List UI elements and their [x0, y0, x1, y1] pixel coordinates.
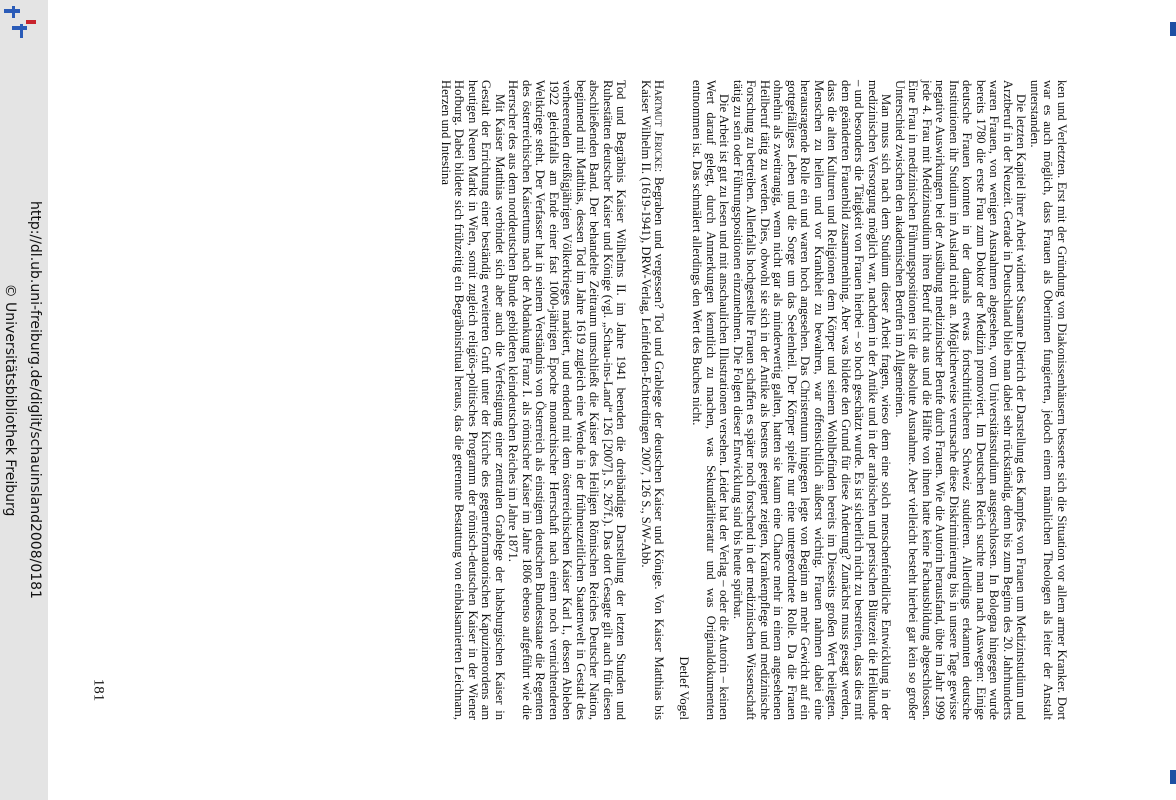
review2-citation-text: : Begraben und vergessen? Tod und Grablege der deutschen Kaiser und Könige. Von Kaiser Matthias bis Kaiser Wilhelm II. (1619-1941), DRW-Verlag, Leinfelden-Echterdingen 2007, 126 S., S/W-Abb.: [639, 80, 667, 721]
review1-paragraph-2: Die letzten Kapitel ihrer Arbeit widmet Susanne Dietrich der Darstellung des Kampfes von Frauen um Medizinstudium und Arztberuf in der Neuzeit. Gerade in Deutschland blieb man dabei sehr rückständig, denn bis zum Beginn des 20. Jahrhunderts waren Frauen, von wenigen Ausnahmen abgesehen, vom Universitätsstudium ausgeschlossen. In Bologna hingegen wurde bereits 1780 die erste Frau zum Doktor der Medizin promoviert. Im Deutschen Reich suchte man nach Auswegen: Einige deutsche Frauen konnten in der damals etwas fortschrittlicheren Schweiz studieren. Allerdings erkannten deutsche Institutionen ihr Studium im Ausland nicht an. Möglicherweise verursache diese Diskriminierung bis in unsere Tage gewisse negative Auswirkungen bei der Ausübung medizinischer Berufe durch Frauen. Wie die Autorin herausfand, übte im Jahr 1999 jede 4. Frau mit Medizinstudium ihren Beruf nicht aus und die Hälfte von ihnen hatte keine Fachausbildung abgeschlossen. Eine Frau in medizinischen Führungspositionen ist die absolute Ausnahme. Aber vielleicht besteht hierbei gar kein so großer Unterschied zwischen den akademischen Berufen im Allgemeinen.: [893, 80, 1029, 720]
library-logo-icon: [0, 0, 48, 48]
review1-paragraph-3: Man muss sich nach dem Studium dieser Arbeit fragen, wieso dem eine solch menschenfeindliche Entwicklung in der medizinischen Versorgung möglich war, nachdem in der Antike und in der arabischen und persischen Blütezeit die Heilkunde – und besonders die Tätigkeit von Frauen hierbei – so hoch geschätzt wurde. Es ist sicherlich nicht zu bestreiten, dass dies mit dem geänderten Frauenbild zusammenhing. Aber was bildete den Grund für diese Änderung? Zunächst muss gesagt werden, dass die alten Kulturen und Religionen dem Körper und seinem Wohlbefinden bereits im Diesseits großen Wert beilegten. Menschen zu heilen und vor Krankheit zu bewahren, war offensichtlich äußerst wichtig. Frauen nahmen dabei eine herausragende Rolle ein und waren hoch angesehen. Das Christentum hingegen legte von Beginn an mehr Gewicht auf ein gottgefälliges Leben und die Sorge um das Seelenheil. Der Körper spielte nur eine untergeordnete Rolle. Da die Frauen ohnehin als zweitrangig, wenn nicht gar als minderwertig galten, hatten sie kaum eine Chance mehr in einem angesehenen Heilberuf tätig zu werden. Dies, obwohl sie sich in der Antike als bestens geeignet zeigten, Krankenpflege und medizinische Forschung zu betreiben. Allenfalls hochgestellte Frauen schaffen es später noch forschend in der medizinischen Wissenschaft tätig zu sein oder Führungspositionen einzunehmen. Die Folgen dieser Entwicklung sind bis heute spürbar.: [731, 80, 894, 720]
review1-paragraph-1: ken und Verletzten. Erst mit der Gründung von Diakonissenhäusern besserte sich die Situation vor allem armer Kranker. Dort war es auch möglich, dass Frauen als Oberinnen fungierten, jedoch einem männlichen Theologen als leiter der Anstalt unterstanden.: [1028, 80, 1069, 720]
review1-signature: Detlef Vogel: [677, 656, 691, 720]
page-number: 181: [90, 678, 107, 702]
source-url[interactable]: http://dl.ub.uni-freiburg.de/diglit/schauinsland2008/0181: [27, 201, 43, 599]
review2-paragraph-1: Tod und Begräbnis Kaiser Wilhelms II. im Jahre 1941 beenden die dreibändige Darstellung der letzten Stunden und Ruhestätten deutscher Kaiser und Könige (vgl. „Schau-ins-Land“ 126 [2007], S. 267f.). Das dort Gesagte gilt auch für diesen abschließenden Band. Der behandelte Zeitraum umschließt die Kaiser des Heiligen Römischen Reiches Deutscher Nation, beginnend mit Matthias, dessen Tod im Jahre 1619 zugleich eine Wende in der frühneuzeitlichen Staatenwelt in Gestalt des verheerenden dreißigjährigen Völkerkrieges markiert, und endend mit dem österreichischen Kaiser Karl I., dessen Ableben 1922 gleichfalls am Ende einer fast 1000-jährigen Epoche monarchischer Herrschaft nach einem noch vernichtenderen Weltkriege steht. Der Verfasser hat in seinem Verständnis von Österreich als einstigem deutschen Bundesstaate die Regenten des österreichischen Kaisertums nach der Abdankung Franz I. als römischer Kaiser im Jahre 1806 ebenso aufgeführt wie die Herrscher des aus dem norddeutschen Bunde gebildeten kleindeutschen Reiches im Jahre 1871.: [506, 80, 629, 720]
page-text: [148, 80, 1068, 720]
edge-marker-bottom: [1170, 770, 1176, 784]
edge-marker-top: [1170, 22, 1176, 36]
viewer-sidebar: [0, 0, 48, 800]
review2-author: Hartmut Jericke: [652, 80, 667, 169]
copyright-notice: © Universitätsbibliothek Freiburg: [2, 283, 18, 517]
review2-paragraph-2: Mit Kaiser Matthias verbindet sich aber auch die Verfestigung einer zentralen Grablege der habsburgischen Kaiser in Gestalt der Errichtung einer beständig erweiterten Gruft unter der Kirche des gegenreformatorischen Kapuzinerordens am heutigen Neuen Markt in Wien, somit zugleich religiös-politisches Programm der römisch-deutschen Kaiser in der Wiener Hofburg. Dabei bildete sich frühzeitig ein Begräbnisritual heraus, das die getrennte Bestattung von einbalsamierten Leichnam, Herzen und Intestina: [439, 80, 507, 720]
review1-paragraph-4: Die Arbeit ist gut zu lesen und mit anschaulichen Illustrationen versehen. Leider hat der Verlag – oder die Autorin – keinen Wert darauf gelegt, durch Anmerkungen kenntlich zu machen, was Sekundärliteratur und was Originaldokumenten entnommen ist. Das schmälert allerdings den Wert des Buches nicht.: [690, 80, 732, 720]
review2-citation: [639, 80, 666, 720]
